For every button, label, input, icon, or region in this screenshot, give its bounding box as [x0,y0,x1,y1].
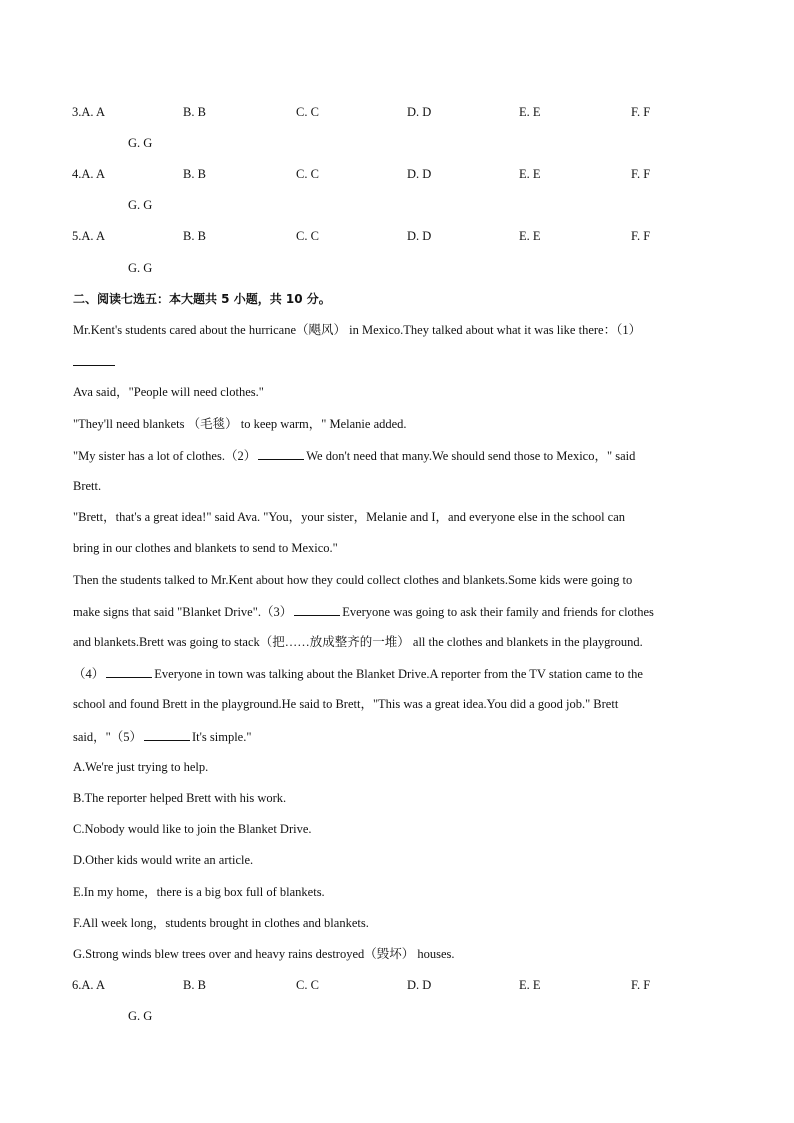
passage-line: "Brett，that's a great idea!" said Ava. "You，your sister，Melanie and I，and everyone else in the school can [73,510,626,524]
option-c[interactable]: C. C [296,978,319,992]
option-c[interactable]: C. C [296,167,319,181]
passage-line: "They'll need blankets （毛毯） to keep warm，" Melanie added. [73,417,407,431]
option-f[interactable]: F. F [631,105,651,119]
question-6-options [72,977,672,993]
option-g[interactable]: G. G [128,1009,153,1023]
passage-line: Then the students talked to Mr.Kent about how they could collect clothes and blankets.Some kids were going to [73,573,633,587]
blank-1-line [73,353,115,370]
option-b[interactable]: B. B [183,167,206,181]
choice-d: D.Other kids would write an article. [73,853,254,867]
answer-blank[interactable] [106,665,152,678]
passage-line: Brett. [73,479,102,493]
option-b[interactable]: B. B [183,978,206,992]
option-e[interactable]: E. E [519,978,541,992]
passage-line: and blankets.Brett was going to stack（把……放成整齐的一堆） all the clothes and blankets in the playground. [73,635,643,649]
section-title: 二、阅读七选五：本大题共 5 小题，共 10 分。 [73,292,331,306]
option-f[interactable]: F. F [631,167,651,181]
option-f[interactable]: F. F [631,229,651,243]
question-number: 5.A. A [72,229,105,243]
question-number: 4.A. A [72,167,105,181]
option-g[interactable]: G. G [128,198,153,212]
question-4-options [72,166,672,182]
passage-line: bring in our clothes and blankets to send to Mexico." [73,541,338,555]
answer-blank[interactable] [73,353,115,366]
answer-blank[interactable] [144,728,190,741]
option-b[interactable]: B. B [183,105,206,119]
choice-e: E.In my home，there is a big box full of blankets. [73,885,325,899]
passage-line: school and found Brett in the playground.He said to Brett，"This was a great idea.You did a good job." Brett [73,697,619,711]
option-g[interactable]: G. G [128,261,153,275]
option-f[interactable]: F. F [631,978,651,992]
question-5-options [72,228,672,244]
option-b[interactable]: B. B [183,229,206,243]
option-d[interactable]: D. D [407,105,432,119]
option-e[interactable]: E. E [519,229,541,243]
option-d[interactable]: D. D [407,167,432,181]
option-d[interactable]: D. D [407,978,432,992]
option-c[interactable]: C. C [296,105,319,119]
choice-f: F.All week long，students brought in clothes and blankets. [73,916,369,930]
option-g[interactable]: G. G [128,136,153,150]
question-3-options [72,104,672,120]
option-e[interactable]: E. E [519,105,541,119]
choice-c: C.Nobody would like to join the Blanket Drive. [73,822,312,836]
passage-line: （4） Everyone in town was talking about the Blanket Drive.A reporter from the TV station came to the [73,667,643,681]
passage-line: make signs that said "Blanket Drive".（3） Everyone was going to ask their family and friends for clothes [73,605,654,619]
option-c[interactable]: C. C [296,229,319,243]
question-number: 6.A. A [72,978,105,992]
passage-line: Ava said，"People will need clothes." [73,385,264,399]
option-d[interactable]: D. D [407,229,432,243]
choice-g: G.Strong winds blew trees over and heavy rains destroyed（毁坏） houses. [73,947,455,961]
choice-b: B.The reporter helped Brett with his work. [73,791,287,805]
answer-blank[interactable] [258,447,304,460]
option-e[interactable]: E. E [519,167,541,181]
question-number: 3.A. A [72,105,105,119]
passage-line: Mr.Kent's students cared about the hurricane（飓风） in Mexico.They talked about what it was like there：（1） [73,323,642,337]
passage-line: "My sister has a lot of clothes.（2） We don't need that many.We should send those to Mexico，" said [73,449,636,463]
choice-a: A.We're just trying to help. [73,760,209,774]
answer-blank[interactable] [294,603,340,616]
passage-line: said，"（5） It's simple." [73,730,252,744]
